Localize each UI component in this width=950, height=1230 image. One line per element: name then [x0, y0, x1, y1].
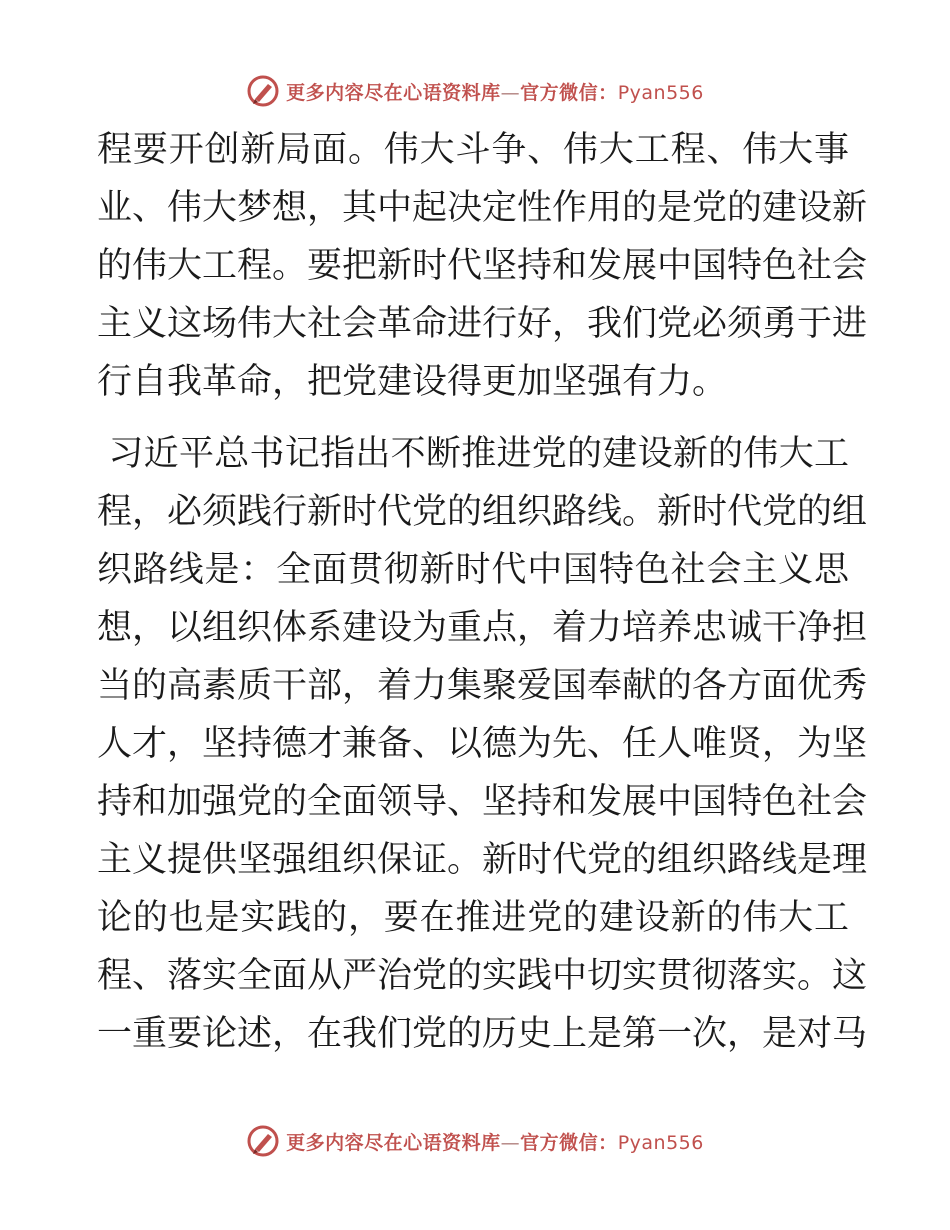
watermark-site: 更多内容尽在心语资料库: [286, 1131, 501, 1154]
paragraph-1: [97, 121, 868, 411]
text-line: 程、落实全面从严治党的实践中切实贯彻落实。这: [97, 956, 868, 996]
text-line: 织路线是：全面贯彻新时代中国特色社会主义思: [97, 550, 849, 590]
text-line: 论的也是实践的，要在推进党的建设新的伟大工: [97, 898, 849, 938]
text-line: 程，必须践行新时代党的组织路线。新时代党的组: [97, 492, 868, 532]
paragraph-2: [97, 425, 868, 1063]
watermark-site: 更多内容尽在心语资料库: [286, 81, 501, 104]
watermark-dash: —: [500, 1131, 521, 1154]
pen-logo-icon: [246, 1124, 280, 1158]
text-line: 业、伟大梦想，其中起决定性作用的是党的建设新: [97, 188, 868, 228]
text-line: 想，以组织体系建设为重点，着力培养忠诚干净担: [97, 608, 868, 648]
text-line: 当的高素质干部，着力集聚爱国奉献的各方面优秀: [97, 666, 868, 706]
watermark-handle: Pyan556: [617, 81, 704, 104]
text-line: 行自我革命，把党建设得更加坚强有力。: [97, 362, 728, 402]
document-body: [97, 121, 868, 1063]
text-line: 一重要论述，在我们党的历史上是第一次，是对马: [97, 1014, 868, 1054]
pen-logo-icon: [246, 74, 280, 108]
watermark-label: 官方微信：: [520, 1131, 618, 1154]
footer-watermark: [0, 1121, 950, 1161]
watermark-handle: Pyan556: [617, 1131, 704, 1154]
text-line: 主义提供坚强组织保证。新时代党的组织路线是理: [97, 840, 868, 880]
watermark-text: [286, 1128, 704, 1155]
text-line: 程要开创新局面。伟大斗争、伟大工程、伟大事: [97, 130, 849, 170]
text-line: 人才，坚持德才兼备、以德为先、任人唯贤，为坚: [97, 724, 868, 764]
watermark-dash: —: [500, 81, 521, 104]
text-line: 习近平总书记指出不断推进党的建设新的伟大工: [97, 434, 849, 474]
header-watermark: [0, 71, 950, 111]
text-line: 持和加强党的全面领导、坚持和发展中国特色社会: [97, 782, 868, 822]
watermark-text: [286, 78, 704, 105]
text-line: 主义这场伟大社会革命进行好，我们党必须勇于进: [97, 304, 868, 344]
watermark-label: 官方微信：: [520, 81, 618, 104]
text-line: 的伟大工程。要把新时代坚持和发展中国特色社会: [97, 246, 868, 286]
